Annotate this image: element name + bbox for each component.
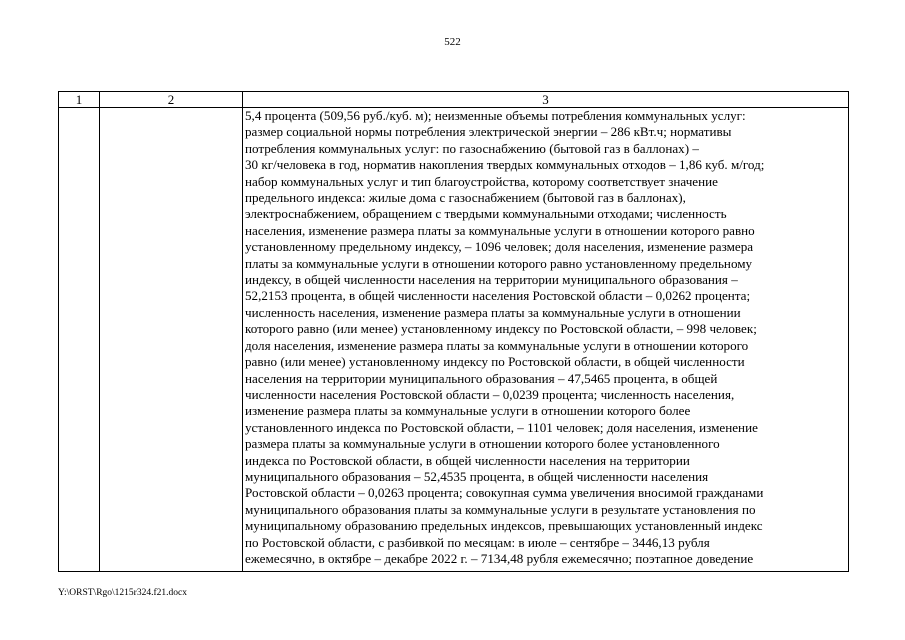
page-number: 522 (444, 36, 461, 48)
body-cell-2 (100, 108, 243, 572)
body-line: потребления коммунальных услуг: по газоснабжению (бытовой газ в баллонах) – (245, 140, 699, 156)
body-line: размера платы за коммунальные услуги в отношении которого более установленного (245, 436, 720, 452)
body-line: 52,2153 процента, в общей численности населения Ростовской области – 0,0262 процента; (245, 288, 751, 304)
body-line: ежемесячно, в октябре – декабре 2022 г. – 7134,48 рубля ежемесячно; поэтапное доведение (245, 550, 754, 566)
body-line: численности населения Ростовской области – 0,0239 процента; численность населения, (245, 386, 735, 402)
body-line: доля населения, изменение размера платы за коммунальные услуги в отношении которого (245, 337, 749, 353)
body-line: муниципальному образованию предельных индексов, превышающих установленный индекс (245, 518, 763, 534)
body-line: Ростовской области – 0,0263 процента; совокупная сумма увеличения вносимой гражданами (245, 485, 764, 501)
table-body-row (59, 108, 849, 572)
body-line: по Ростовской области, с разбивкой по месяцам: в июле – сентябре – 3446,13 рубля (245, 534, 710, 550)
body-text (245, 108, 846, 567)
body-line: муниципального образования – 52,4535 процента, в общей численности населения (245, 468, 709, 484)
body-line: муниципального образования платы за коммунальные услуги в результате установления по (245, 501, 756, 517)
body-line: равно (или менее) установленному индексу по Ростовской области, в общей численности (245, 354, 745, 370)
body-line: населения на территории муниципального образования – 47,5465 процента, в общей (245, 370, 718, 386)
body-line: установленного индекса по Ростовской области, – 1101 человек; доля населения, изменение (245, 419, 758, 435)
header-cell-2: 2 (100, 92, 243, 108)
header-cell-1: 1 (59, 92, 100, 108)
body-line: набор коммунальных услуг и тип благоустройства, которому соответствует значение (245, 173, 718, 189)
body-line: численность населения, изменение размера платы за коммунальные услуги в отношении (245, 304, 741, 320)
body-line: предельного индекса: жилые дома с газоснабжением (бытовой газ в баллонах), (245, 190, 686, 206)
body-line: индекса по Ростовской области, в общей численности населения на территории (245, 452, 690, 468)
body-line: которого равно (или менее) установленному индексу по Ростовской области, – 998 человек; (245, 321, 757, 337)
body-cell-3 (243, 108, 849, 572)
body-cell-1 (59, 108, 100, 572)
body-line: населения, изменение размера платы за коммунальные услуги в отношении которого равно (245, 222, 755, 238)
document-table (58, 91, 849, 572)
body-line: индексу, в общей численности населения на территории муниципального образования – (245, 272, 738, 288)
body-line: изменение размера платы за коммунальные услуги в отношении которого более (245, 403, 691, 419)
body-line: электроснабжением, обращением с твердыми коммунальными отходами; численность (245, 206, 727, 222)
body-line: 5,4 процента (509,56 руб./куб. м); неизменные объемы потребления коммунальных услуг: (245, 108, 746, 123)
body-line: установленному предельному индексу, – 1096 человек; доля населения, изменение размера (245, 239, 754, 255)
body-line: размер социальной нормы потребления электрической энергии – 286 кВт.ч; нормативы (245, 124, 732, 140)
footer-file-path: Y:\ORST\Rgo\1215r324.f21.docx (58, 588, 187, 598)
body-line: платы за коммунальные услуги в отношении которого равно установленному предельному (245, 255, 753, 271)
table-header-row (59, 92, 849, 108)
header-cell-3: 3 (243, 92, 849, 108)
body-line: 30 кг/человека в год, норматив накопления твердых коммунальных отходов – 1,86 куб. м/год; (245, 157, 765, 173)
